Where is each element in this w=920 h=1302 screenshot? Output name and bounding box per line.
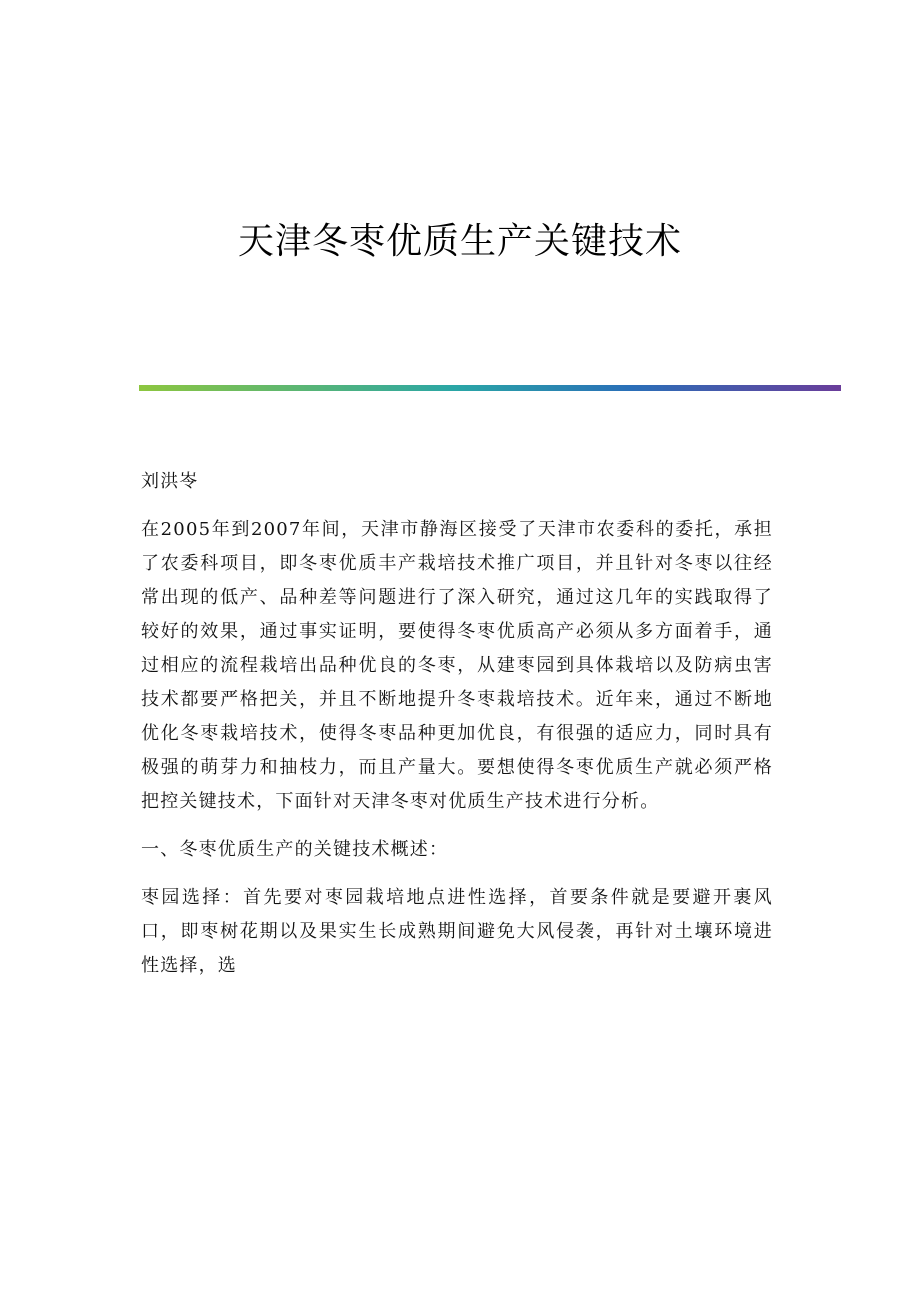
section-heading: 一、冬枣优质生产的关键技术概述： — [141, 839, 449, 860]
page-title: 天津冬枣优质生产关键技术 — [237, 221, 682, 262]
title-divider — [139, 385, 841, 391]
author-name: 刘洪岺 — [141, 471, 199, 492]
orchard-selection-paragraph: 枣园选择：首先要对枣园栽培地点进性选择，首要条件就是要避开裹风口，即枣树花期以及果实生长成熟期间避免大风侵袭，再针对土壤环境进性选择，选 — [141, 887, 773, 976]
article-body — [141, 465, 773, 997]
intro-paragraph: 在2005年到2007年间，天津市静海区接受了天津市农委科的委托，承担了农委科项目，即冬枣优质丰产栽培技术推广项目，并且针对冬枣以往经常出现的低产、品种差等问题进行了深入研究，通过这几年的实践取得了较好的效果，通过事实证明，要使得冬枣优质高产必须从多方面着手，通过相应的流程栽培出品种优良的冬枣，从建枣园到具体栽培以及防病虫害技术都要严格把关，并且不断地提升冬枣栽培技术。近年来，通过不断地优化冬枣栽培技术，使得冬枣品种更加优良，有很强的适应力，同时具有极强的萌芽力和抽枝力，而且产量大。要想使得冬枣优质生产就必须严格把控关键技术，下面针对天津冬枣对优质生产技术进行分析。 — [141, 519, 773, 812]
